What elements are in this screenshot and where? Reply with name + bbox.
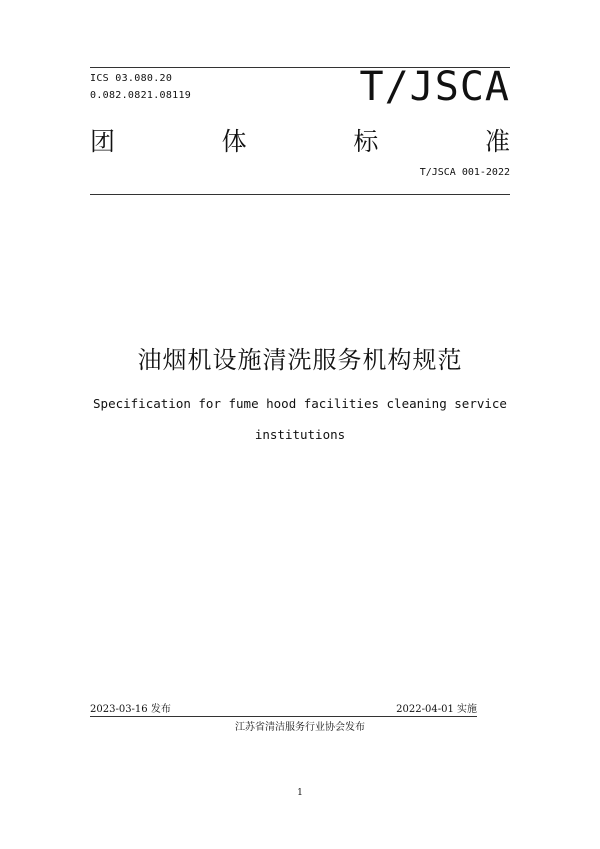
title-english-line1: Specification for fume hood facilities cleaning service: [93, 396, 507, 411]
implement-date: 2022-04-01 实施: [396, 704, 477, 715]
publish-date: 2023-03-16 发布: [90, 704, 171, 715]
standard-type: [90, 126, 510, 158]
standard-code: T/JSCA 001-2022: [419, 167, 510, 178]
publisher: 江苏省清洁服务行业协会发布: [235, 722, 365, 733]
standard-type-char: 标: [353, 127, 379, 156]
title-english-line2: institutions: [254, 427, 346, 442]
ics-code-line2: 0.082.0821.08119: [90, 90, 192, 101]
standard-type-char: 准: [484, 127, 510, 156]
standard-type-char: 团: [90, 127, 116, 156]
ics-code-line1: ICS 03.080.20: [90, 73, 173, 84]
page-number: 1: [297, 788, 303, 798]
standard-brand: T/JSCA: [359, 64, 510, 110]
header-bottom-rule: [90, 194, 510, 195]
footer-rule: [90, 716, 477, 717]
standard-type-char: 体: [221, 127, 247, 156]
title-chinese: 油烟机设施清洗服务机构规范: [137, 346, 463, 374]
